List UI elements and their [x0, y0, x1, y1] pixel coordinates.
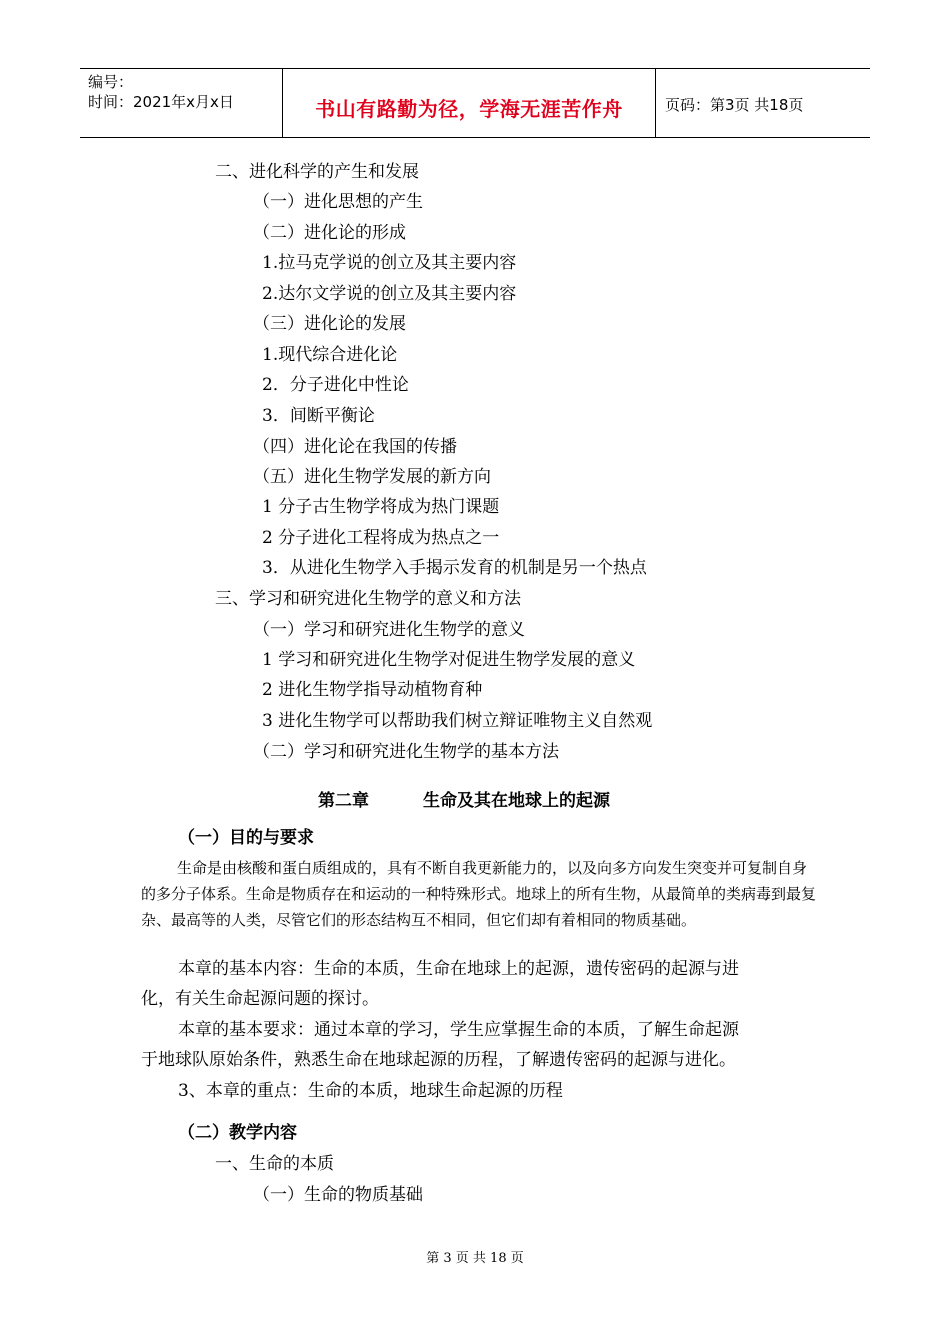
- outline-item: 2.达尔文学说的创立及其主要内容: [262, 284, 517, 304]
- section-heading-objectives: （一）目的与要求: [178, 828, 314, 848]
- outline-item: （二）进化论的形成: [253, 223, 406, 243]
- header-left-cell: [80, 69, 282, 137]
- chapter-title: 生命及其在地球上的起源: [423, 791, 610, 811]
- outline-item: （五）进化生物学发展的新方向: [253, 467, 491, 487]
- outline-item: （二）学习和研究进化生物学的基本方法: [253, 742, 559, 762]
- outline-item: 3．间断平衡论: [262, 406, 375, 426]
- outline-item: 1 分子古生物学将成为热门课题: [262, 497, 500, 517]
- page-footer: 第 3 页 共 18 页: [426, 1251, 524, 1266]
- outline-item: （一）进化思想的产生: [253, 192, 423, 212]
- outline-item: （一）生命的物质基础: [253, 1185, 423, 1205]
- outline-item: （一）学习和研究进化生物学的意义: [253, 620, 525, 640]
- outline-item: （四）进化论在我国的传播: [253, 437, 457, 457]
- outline-item: 三、学习和研究进化生物学的意义和方法: [215, 589, 521, 609]
- outline-item: 3．从进化生物学入手揭示发育的机制是另一个热点: [262, 558, 647, 578]
- header-page-label: 页码：第3页 共18页: [665, 96, 804, 114]
- header-center-cell: [282, 69, 656, 137]
- header-right-cell: [655, 69, 870, 137]
- outline-item: 1.拉马克学说的创立及其主要内容: [262, 253, 517, 273]
- outline-item: 一、生命的本质: [215, 1154, 334, 1174]
- document-number-label: 编号：: [88, 73, 134, 91]
- outline-item: 2．分子进化中性论: [262, 375, 409, 395]
- document-date-label: 时间：2021年x月x日: [88, 93, 234, 111]
- outline-item: 2 分子进化工程将成为热点之一: [262, 528, 500, 548]
- outline-item: 3 进化生物学可以帮助我们树立辩证唯物主义自然观: [262, 711, 653, 731]
- outline-item: 1 学习和研究进化生物学对促进生物学发展的意义: [262, 650, 636, 670]
- intro-paragraph: 生命是由核酸和蛋白质组成的，具有不断自我更新能力的，以及向多方向发生突变并可复制自身的多分子体系。生命是物质存在和运动的一种特殊形式。地球上的所有生物，从最简单的类病毒到最复杂、最高等的人类，尽管它们的形态结构互不相同，但它们却有着相同的物质基础。: [141, 859, 817, 929]
- chapter-number: 第二章: [318, 791, 369, 811]
- content-summary-line: 化，有关生命起源问题的探讨。: [141, 989, 379, 1009]
- document-header: [80, 68, 870, 138]
- outline-item: （三）进化论的发展: [253, 314, 406, 334]
- outline-item: 二、进化科学的产生和发展: [215, 162, 419, 182]
- key-points-line: 3、本章的重点：生命的本质，地球生命起源的历程: [178, 1081, 563, 1101]
- header-motto: 书山有路勤为径，学海无涯苦作舟: [315, 97, 623, 121]
- outline-item: 2 进化生物学指导动植物育种: [262, 680, 483, 700]
- section-heading-content: （二）教学内容: [178, 1123, 297, 1143]
- requirements-line: 于地球队原始条件，熟悉生命在地球起源的历程，了解遗传密码的起源与进化。: [141, 1050, 736, 1070]
- content-summary-line: 本章的基本内容：生命的本质，生命在地球上的起源，遗传密码的起源与进: [178, 959, 739, 979]
- outline-item: 1.现代综合进化论: [262, 345, 398, 365]
- requirements-line: 本章的基本要求：通过本章的学习，学生应掌握生命的本质，了解生命起源: [178, 1020, 739, 1040]
